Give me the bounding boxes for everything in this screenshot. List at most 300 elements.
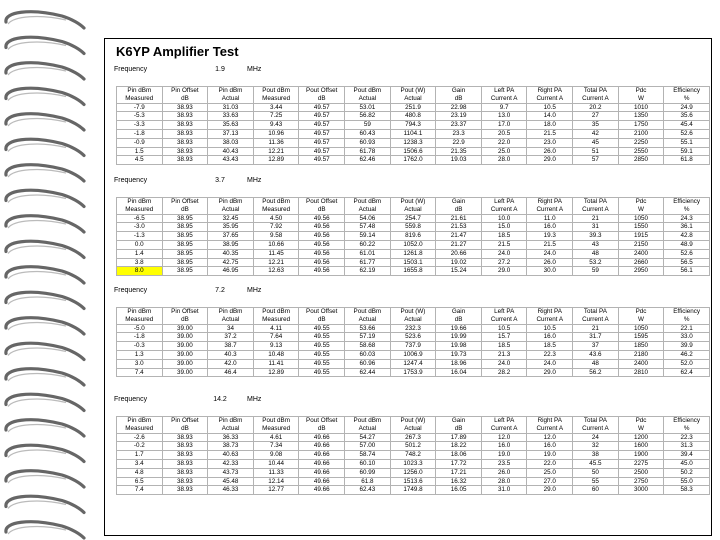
table-cell[interactable]: 2660 bbox=[618, 258, 664, 267]
table-cell[interactable]: 20.66 bbox=[436, 249, 482, 258]
table-cell[interactable]: -0.2 bbox=[117, 442, 163, 451]
table-cell[interactable]: 42.75 bbox=[208, 258, 254, 267]
table-cell[interactable]: 53.01 bbox=[345, 103, 391, 112]
table-cell[interactable]: 60.96 bbox=[345, 359, 391, 368]
table-cell[interactable]: 18.06 bbox=[436, 451, 482, 460]
table-cell[interactable]: 18.5 bbox=[481, 232, 527, 241]
table-cell[interactable]: 2500 bbox=[618, 468, 664, 477]
table-cell[interactable]: 46.33 bbox=[208, 486, 254, 495]
table-cell[interactable]: 56.82 bbox=[345, 112, 391, 121]
table-cell[interactable]: 251.9 bbox=[390, 103, 436, 112]
table-cell[interactable]: 1550 bbox=[618, 223, 664, 232]
table-cell[interactable]: 39.00 bbox=[162, 324, 208, 333]
table-cell[interactable]: 2950 bbox=[618, 267, 664, 276]
table-cell[interactable]: 1753.9 bbox=[390, 368, 436, 377]
table-cell[interactable]: 19.02 bbox=[436, 258, 482, 267]
table-cell[interactable]: 38.93 bbox=[162, 451, 208, 460]
table-cell[interactable]: 1052.0 bbox=[390, 240, 436, 249]
table-cell[interactable]: 1503.1 bbox=[390, 258, 436, 267]
table-cell[interactable]: 42 bbox=[573, 129, 619, 138]
table-cell[interactable]: 10.5 bbox=[527, 103, 573, 112]
table-cell[interactable]: 15.0 bbox=[481, 223, 527, 232]
table-cell[interactable]: 46.4 bbox=[208, 368, 254, 377]
table-cell[interactable]: 10.0 bbox=[481, 214, 527, 223]
table-cell[interactable]: 54.06 bbox=[345, 214, 391, 223]
table-cell[interactable]: 16.0 bbox=[481, 442, 527, 451]
table-cell[interactable]: 39.00 bbox=[162, 342, 208, 351]
table-cell[interactable]: 1900 bbox=[618, 451, 664, 460]
table-cell[interactable]: 3.4 bbox=[117, 459, 163, 468]
table-cell[interactable]: 49.56 bbox=[299, 240, 345, 249]
table-cell[interactable]: 38.93 bbox=[162, 138, 208, 147]
table-cell[interactable]: 39.00 bbox=[162, 350, 208, 359]
table-cell[interactable]: 1.4 bbox=[117, 249, 163, 258]
table-cell[interactable]: 59.1 bbox=[664, 147, 710, 156]
table-cell[interactable]: 16.04 bbox=[436, 368, 482, 377]
table-cell[interactable]: 42.8 bbox=[664, 232, 710, 241]
table-cell[interactable]: 56.1 bbox=[664, 267, 710, 276]
table-cell[interactable]: 20.2 bbox=[573, 103, 619, 112]
table-cell[interactable]: 38.93 bbox=[162, 442, 208, 451]
table-cell[interactable]: 61.01 bbox=[345, 249, 391, 258]
table-cell[interactable]: 7.4 bbox=[117, 486, 163, 495]
table-cell[interactable]: 24.3 bbox=[664, 214, 710, 223]
table-cell[interactable]: 49.66 bbox=[299, 451, 345, 460]
table-cell[interactable]: 19.99 bbox=[436, 333, 482, 342]
table-cell[interactable]: 38.95 bbox=[162, 258, 208, 267]
table-cell[interactable]: 54.27 bbox=[345, 433, 391, 442]
table-cell[interactable]: 52.6 bbox=[664, 249, 710, 258]
table-cell[interactable]: 55 bbox=[573, 477, 619, 486]
table-cell[interactable]: 15.24 bbox=[436, 267, 482, 276]
table-cell[interactable]: 43.73 bbox=[208, 468, 254, 477]
table-cell[interactable]: 10.5 bbox=[527, 324, 573, 333]
table-cell[interactable]: 49.57 bbox=[299, 121, 345, 130]
table-cell[interactable]: 9.43 bbox=[253, 121, 299, 130]
table-cell[interactable]: 18.5 bbox=[527, 342, 573, 351]
table-cell[interactable]: 19.3 bbox=[527, 232, 573, 241]
table-cell[interactable]: 52.6 bbox=[664, 129, 710, 138]
table-cell[interactable]: 49.57 bbox=[299, 138, 345, 147]
table-cell[interactable]: 18.5 bbox=[481, 342, 527, 351]
table-cell[interactable]: 60.10 bbox=[345, 459, 391, 468]
table-cell[interactable]: 38.95 bbox=[162, 240, 208, 249]
table-cell[interactable]: 737.9 bbox=[390, 342, 436, 351]
table-cell[interactable]: 4.8 bbox=[117, 468, 163, 477]
table-cell[interactable]: 46.2 bbox=[664, 350, 710, 359]
table-cell[interactable]: 33.63 bbox=[208, 112, 254, 121]
table-cell[interactable]: 53.2 bbox=[573, 258, 619, 267]
table-cell[interactable]: 57 bbox=[573, 156, 619, 165]
table-cell[interactable]: 3.44 bbox=[253, 103, 299, 112]
table-cell[interactable]: 1506.6 bbox=[390, 147, 436, 156]
table-cell[interactable]: 23.19 bbox=[436, 112, 482, 121]
table-cell[interactable]: 22.9 bbox=[436, 138, 482, 147]
table-cell[interactable]: 28.0 bbox=[481, 156, 527, 165]
table-cell[interactable]: 49.66 bbox=[299, 442, 345, 451]
table-cell[interactable]: 39.00 bbox=[162, 359, 208, 368]
table-cell[interactable]: -6.5 bbox=[117, 214, 163, 223]
table-cell[interactable]: 61.8 bbox=[664, 156, 710, 165]
table-cell[interactable]: 49.66 bbox=[299, 486, 345, 495]
table-cell[interactable]: 1050 bbox=[618, 214, 664, 223]
table-cell[interactable]: 10.44 bbox=[253, 459, 299, 468]
table-cell[interactable]: 17.72 bbox=[436, 459, 482, 468]
table-cell[interactable]: 2180 bbox=[618, 350, 664, 359]
table-cell[interactable]: 37.13 bbox=[208, 129, 254, 138]
table-cell[interactable]: 3000 bbox=[618, 486, 664, 495]
table-cell[interactable]: 13.0 bbox=[481, 112, 527, 121]
table-cell[interactable]: 49.56 bbox=[299, 267, 345, 276]
table-cell[interactable]: 1238.3 bbox=[390, 138, 436, 147]
table-cell[interactable]: 24.0 bbox=[481, 359, 527, 368]
table-cell[interactable]: 38.03 bbox=[208, 138, 254, 147]
table-cell[interactable]: 18.22 bbox=[436, 442, 482, 451]
table-cell[interactable]: 38.95 bbox=[162, 223, 208, 232]
table-cell[interactable]: 40.43 bbox=[208, 147, 254, 156]
table-cell[interactable]: 50 bbox=[573, 468, 619, 477]
table-cell[interactable]: 1850 bbox=[618, 342, 664, 351]
table-cell[interactable]: 29.0 bbox=[481, 267, 527, 276]
table-cell[interactable]: 27.2 bbox=[481, 258, 527, 267]
table-cell[interactable]: 38.93 bbox=[162, 486, 208, 495]
table-cell[interactable]: 23.0 bbox=[527, 138, 573, 147]
table-cell[interactable]: 24.9 bbox=[664, 103, 710, 112]
table-cell[interactable]: 49.57 bbox=[299, 112, 345, 121]
table-cell[interactable]: 45.5 bbox=[573, 459, 619, 468]
table-cell[interactable]: 1104.1 bbox=[390, 129, 436, 138]
table-cell[interactable]: 60.43 bbox=[345, 129, 391, 138]
table-cell[interactable]: 51 bbox=[573, 147, 619, 156]
table-cell[interactable]: 21.27 bbox=[436, 240, 482, 249]
table-cell[interactable]: 24.0 bbox=[527, 359, 573, 368]
table-cell[interactable]: 38.95 bbox=[162, 267, 208, 276]
table-cell[interactable]: 49.66 bbox=[299, 433, 345, 442]
table-cell[interactable]: 10.96 bbox=[253, 129, 299, 138]
table-cell[interactable]: 23.3 bbox=[436, 129, 482, 138]
table-cell[interactable]: 19.0 bbox=[527, 451, 573, 460]
table-cell[interactable]: 61.78 bbox=[345, 147, 391, 156]
table-cell[interactable]: 32.45 bbox=[208, 214, 254, 223]
table-cell[interactable]: 254.7 bbox=[390, 214, 436, 223]
table-cell[interactable]: 29.0 bbox=[527, 368, 573, 377]
table-cell[interactable]: 11.45 bbox=[253, 249, 299, 258]
table-cell[interactable]: 58.74 bbox=[345, 451, 391, 460]
table-cell[interactable]: 523.6 bbox=[390, 333, 436, 342]
table-cell[interactable]: 38.95 bbox=[162, 214, 208, 223]
table-cell[interactable]: 1513.6 bbox=[390, 477, 436, 486]
table-cell[interactable]: 40.3 bbox=[208, 350, 254, 359]
table-cell[interactable]: 45.4 bbox=[664, 121, 710, 130]
table-cell[interactable]: 10.48 bbox=[253, 350, 299, 359]
table-cell[interactable]: 748.2 bbox=[390, 451, 436, 460]
table-cell[interactable]: -7.9 bbox=[117, 103, 163, 112]
table-cell[interactable]: 1.5 bbox=[117, 147, 163, 156]
table-cell[interactable]: 24 bbox=[573, 433, 619, 442]
table-cell[interactable]: -1.3 bbox=[117, 232, 163, 241]
table-cell[interactable]: 11.0 bbox=[527, 214, 573, 223]
table-cell[interactable]: 1023.3 bbox=[390, 459, 436, 468]
table-cell[interactable]: 57.00 bbox=[345, 442, 391, 451]
table-cell[interactable]: 28.0 bbox=[481, 477, 527, 486]
table-cell[interactable]: 17.89 bbox=[436, 433, 482, 442]
table-cell[interactable]: 18.0 bbox=[527, 121, 573, 130]
table-cell[interactable]: 22.1 bbox=[664, 324, 710, 333]
table-cell[interactable]: 3.8 bbox=[117, 258, 163, 267]
table-cell[interactable]: 39.00 bbox=[162, 333, 208, 342]
table-cell[interactable]: 26.0 bbox=[527, 258, 573, 267]
table-cell[interactable]: 38.93 bbox=[162, 112, 208, 121]
table-cell[interactable]: 57.48 bbox=[345, 223, 391, 232]
table-cell[interactable]: 23.5 bbox=[481, 459, 527, 468]
table-cell[interactable]: 40.63 bbox=[208, 451, 254, 460]
table-cell[interactable]: 2150 bbox=[618, 240, 664, 249]
table-cell[interactable]: 501.2 bbox=[390, 442, 436, 451]
table-cell[interactable]: 55.0 bbox=[664, 477, 710, 486]
table-cell[interactable]: 36.1 bbox=[664, 223, 710, 232]
table-cell[interactable]: 58.68 bbox=[345, 342, 391, 351]
table-cell[interactable]: 22.3 bbox=[527, 350, 573, 359]
table-cell[interactable]: 57.19 bbox=[345, 333, 391, 342]
table-cell[interactable]: 34 bbox=[208, 324, 254, 333]
table-cell[interactable]: 49.66 bbox=[299, 477, 345, 486]
table-cell[interactable]: 16.32 bbox=[436, 477, 482, 486]
table-cell[interactable]: 48.9 bbox=[664, 240, 710, 249]
table-cell[interactable]: 1006.9 bbox=[390, 350, 436, 359]
table-cell[interactable]: 55.1 bbox=[664, 138, 710, 147]
table-cell[interactable]: 16.05 bbox=[436, 486, 482, 495]
table-cell[interactable]: 15.7 bbox=[481, 333, 527, 342]
table-cell[interactable]: 38.95 bbox=[162, 232, 208, 241]
table-cell[interactable]: 19.98 bbox=[436, 342, 482, 351]
table-cell[interactable]: 12.21 bbox=[253, 147, 299, 156]
table-cell[interactable]: 38.95 bbox=[208, 240, 254, 249]
table-cell[interactable]: 31.7 bbox=[573, 333, 619, 342]
table-cell[interactable]: 38.93 bbox=[162, 121, 208, 130]
table-cell[interactable]: 12.14 bbox=[253, 477, 299, 486]
table-cell[interactable]: 35.95 bbox=[208, 223, 254, 232]
table-cell[interactable]: 9.08 bbox=[253, 451, 299, 460]
table-cell[interactable]: 38.73 bbox=[208, 442, 254, 451]
table-cell[interactable]: 42.33 bbox=[208, 459, 254, 468]
table-cell[interactable]: 559.8 bbox=[390, 223, 436, 232]
table-cell[interactable]: 40.35 bbox=[208, 249, 254, 258]
table-cell[interactable]: 49.66 bbox=[299, 459, 345, 468]
table-cell[interactable]: 43.6 bbox=[573, 350, 619, 359]
table-cell[interactable]: 4.50 bbox=[253, 214, 299, 223]
table-cell[interactable]: 60.93 bbox=[345, 138, 391, 147]
table-cell[interactable]: 12.89 bbox=[253, 368, 299, 377]
table-cell[interactable]: -1.8 bbox=[117, 129, 163, 138]
table-cell[interactable]: 28.2 bbox=[481, 368, 527, 377]
table-cell[interactable]: 38.93 bbox=[162, 129, 208, 138]
table-cell[interactable]: 45 bbox=[573, 138, 619, 147]
table-cell[interactable]: 10.5 bbox=[481, 324, 527, 333]
table-cell[interactable]: 49.57 bbox=[299, 103, 345, 112]
table-cell[interactable]: 21.3 bbox=[481, 350, 527, 359]
table-cell[interactable]: 21.35 bbox=[436, 147, 482, 156]
table-cell[interactable]: -3.0 bbox=[117, 223, 163, 232]
table-cell[interactable]: 27.0 bbox=[527, 477, 573, 486]
table-cell[interactable]: 18.96 bbox=[436, 359, 482, 368]
table-cell[interactable]: 819.6 bbox=[390, 232, 436, 241]
table-cell[interactable]: 49.55 bbox=[299, 342, 345, 351]
table-cell[interactable]: 24.0 bbox=[527, 249, 573, 258]
table-cell[interactable]: 25.0 bbox=[481, 147, 527, 156]
table-cell[interactable]: 37.65 bbox=[208, 232, 254, 241]
table-cell[interactable]: 62.19 bbox=[345, 267, 391, 276]
table-cell[interactable]: 38.93 bbox=[162, 103, 208, 112]
table-cell[interactable]: 2400 bbox=[618, 249, 664, 258]
table-cell[interactable]: 20.5 bbox=[481, 129, 527, 138]
table-cell[interactable]: 58.3 bbox=[664, 486, 710, 495]
table-cell[interactable]: 21 bbox=[573, 214, 619, 223]
table-cell[interactable]: 22.3 bbox=[664, 433, 710, 442]
table-cell[interactable]: 1595 bbox=[618, 333, 664, 342]
table-cell[interactable]: 35.6 bbox=[664, 112, 710, 121]
table-cell[interactable]: 17.21 bbox=[436, 468, 482, 477]
table-cell[interactable]: 61.8 bbox=[345, 477, 391, 486]
table-cell[interactable]: 2400 bbox=[618, 359, 664, 368]
table-cell[interactable]: 4.11 bbox=[253, 324, 299, 333]
table-cell[interactable]: 49.55 bbox=[299, 368, 345, 377]
table-cell[interactable]: 1915 bbox=[618, 232, 664, 241]
table-cell[interactable]: 37.2 bbox=[208, 333, 254, 342]
table-cell[interactable]: 42.0 bbox=[208, 359, 254, 368]
table-cell[interactable]: 39.9 bbox=[664, 342, 710, 351]
table-cell[interactable]: 21.53 bbox=[436, 223, 482, 232]
table-cell[interactable]: 21.5 bbox=[527, 240, 573, 249]
table-cell[interactable]: 39.00 bbox=[162, 368, 208, 377]
table-cell[interactable]: 37 bbox=[573, 342, 619, 351]
table-cell[interactable]: 4.61 bbox=[253, 433, 299, 442]
table-cell[interactable]: 38.93 bbox=[162, 147, 208, 156]
table-cell[interactable]: 7.4 bbox=[117, 368, 163, 377]
table-cell[interactable]: 21.5 bbox=[481, 240, 527, 249]
table-cell[interactable]: 1010 bbox=[618, 103, 664, 112]
table-cell[interactable]: 60.22 bbox=[345, 240, 391, 249]
table-cell[interactable]: 31.0 bbox=[481, 486, 527, 495]
table-cell[interactable]: 49.56 bbox=[299, 223, 345, 232]
table-cell[interactable]: 1261.8 bbox=[390, 249, 436, 258]
table-cell[interactable]: 36.33 bbox=[208, 433, 254, 442]
table-cell[interactable]: 30.0 bbox=[527, 267, 573, 276]
table-cell[interactable]: -3.3 bbox=[117, 121, 163, 130]
table-cell[interactable]: 2275 bbox=[618, 459, 664, 468]
table-cell[interactable]: 39.4 bbox=[664, 451, 710, 460]
table-cell[interactable]: 49.55 bbox=[299, 350, 345, 359]
table-cell[interactable]: 1600 bbox=[618, 442, 664, 451]
table-cell[interactable]: 2810 bbox=[618, 368, 664, 377]
table-cell[interactable]: 45.48 bbox=[208, 477, 254, 486]
table-cell[interactable]: 60.03 bbox=[345, 350, 391, 359]
table-cell[interactable]: 49.66 bbox=[299, 468, 345, 477]
table-cell[interactable]: 19.66 bbox=[436, 324, 482, 333]
table-cell[interactable]: 60.99 bbox=[345, 468, 391, 477]
table-cell[interactable]: 31.03 bbox=[208, 103, 254, 112]
table-cell[interactable]: 49.57 bbox=[299, 156, 345, 165]
table-cell[interactable]: 1762.0 bbox=[390, 156, 436, 165]
table-cell[interactable]: 11.36 bbox=[253, 138, 299, 147]
table-cell[interactable]: 61.77 bbox=[345, 258, 391, 267]
table-cell[interactable]: 1247.4 bbox=[390, 359, 436, 368]
table-cell[interactable]: 16.0 bbox=[527, 223, 573, 232]
table-cell[interactable]: 26.0 bbox=[527, 147, 573, 156]
table-cell[interactable]: 38.93 bbox=[162, 459, 208, 468]
table-cell[interactable]: 24.0 bbox=[481, 249, 527, 258]
table-cell[interactable]: 19.0 bbox=[481, 451, 527, 460]
table-cell[interactable]: 50.2 bbox=[664, 468, 710, 477]
table-cell[interactable]: 1.3 bbox=[117, 350, 163, 359]
table-cell[interactable]: 3.0 bbox=[117, 359, 163, 368]
table-cell[interactable]: 11.33 bbox=[253, 468, 299, 477]
table-cell[interactable]: 1.7 bbox=[117, 451, 163, 460]
table-cell[interactable]: 59 bbox=[573, 267, 619, 276]
table-cell[interactable]: 62.46 bbox=[345, 156, 391, 165]
table-cell[interactable]: 62.44 bbox=[345, 368, 391, 377]
table-cell[interactable]: 4.5 bbox=[117, 156, 163, 165]
table-cell[interactable]: 33.0 bbox=[664, 333, 710, 342]
table-cell[interactable]: -0.9 bbox=[117, 138, 163, 147]
table-cell[interactable]: 25.0 bbox=[527, 468, 573, 477]
table-cell[interactable]: -5.3 bbox=[117, 112, 163, 121]
table-cell[interactable]: 38 bbox=[573, 451, 619, 460]
table-cell[interactable]: 60 bbox=[573, 486, 619, 495]
table-cell[interactable]: 12.89 bbox=[253, 156, 299, 165]
table-cell[interactable]: 7.92 bbox=[253, 223, 299, 232]
table-cell[interactable]: 49.55 bbox=[299, 324, 345, 333]
table-cell[interactable]: 12.21 bbox=[253, 258, 299, 267]
table-cell[interactable]: 1256.0 bbox=[390, 468, 436, 477]
table-cell[interactable]: 56.2 bbox=[573, 368, 619, 377]
table-cell[interactable]: 59 bbox=[345, 121, 391, 130]
table-cell[interactable]: 21.47 bbox=[436, 232, 482, 241]
table-cell[interactable]: 53.66 bbox=[345, 324, 391, 333]
table-cell[interactable]: 49.56 bbox=[299, 214, 345, 223]
table-cell[interactable]: 62.43 bbox=[345, 486, 391, 495]
table-cell[interactable]: 2550 bbox=[618, 147, 664, 156]
table-cell[interactable]: 1749.8 bbox=[390, 486, 436, 495]
table-cell[interactable]: 19.73 bbox=[436, 350, 482, 359]
table-cell[interactable]: 12.63 bbox=[253, 267, 299, 276]
table-cell[interactable]: 43.43 bbox=[208, 156, 254, 165]
table-cell[interactable]: 45.0 bbox=[664, 459, 710, 468]
table-cell[interactable]: -1.8 bbox=[117, 333, 163, 342]
table-cell[interactable]: 2850 bbox=[618, 156, 664, 165]
table-cell[interactable]: 1750 bbox=[618, 121, 664, 130]
table-cell[interactable]: 267.3 bbox=[390, 433, 436, 442]
table-cell[interactable]: 12.77 bbox=[253, 486, 299, 495]
table-cell[interactable]: 1350 bbox=[618, 112, 664, 121]
table-cell[interactable]: 21.5 bbox=[527, 129, 573, 138]
table-cell[interactable]: 12.0 bbox=[481, 433, 527, 442]
table-cell[interactable]: 31 bbox=[573, 223, 619, 232]
table-cell[interactable]: 49.56 bbox=[299, 258, 345, 267]
table-cell[interactable]: 9.58 bbox=[253, 232, 299, 241]
table-cell[interactable]: 9.7 bbox=[481, 103, 527, 112]
table-cell[interactable]: 17.0 bbox=[481, 121, 527, 130]
table-cell[interactable]: 1200 bbox=[618, 433, 664, 442]
table-cell[interactable]: 27 bbox=[573, 112, 619, 121]
table-cell[interactable]: 8.0 bbox=[117, 267, 163, 276]
table-cell[interactable]: 11.41 bbox=[253, 359, 299, 368]
table-cell[interactable]: 48 bbox=[573, 359, 619, 368]
table-cell[interactable]: 49.57 bbox=[299, 129, 345, 138]
table-cell[interactable]: 12.0 bbox=[527, 433, 573, 442]
table-cell[interactable]: 38.95 bbox=[162, 249, 208, 258]
table-cell[interactable]: 21.61 bbox=[436, 214, 482, 223]
table-cell[interactable]: 0.0 bbox=[117, 240, 163, 249]
